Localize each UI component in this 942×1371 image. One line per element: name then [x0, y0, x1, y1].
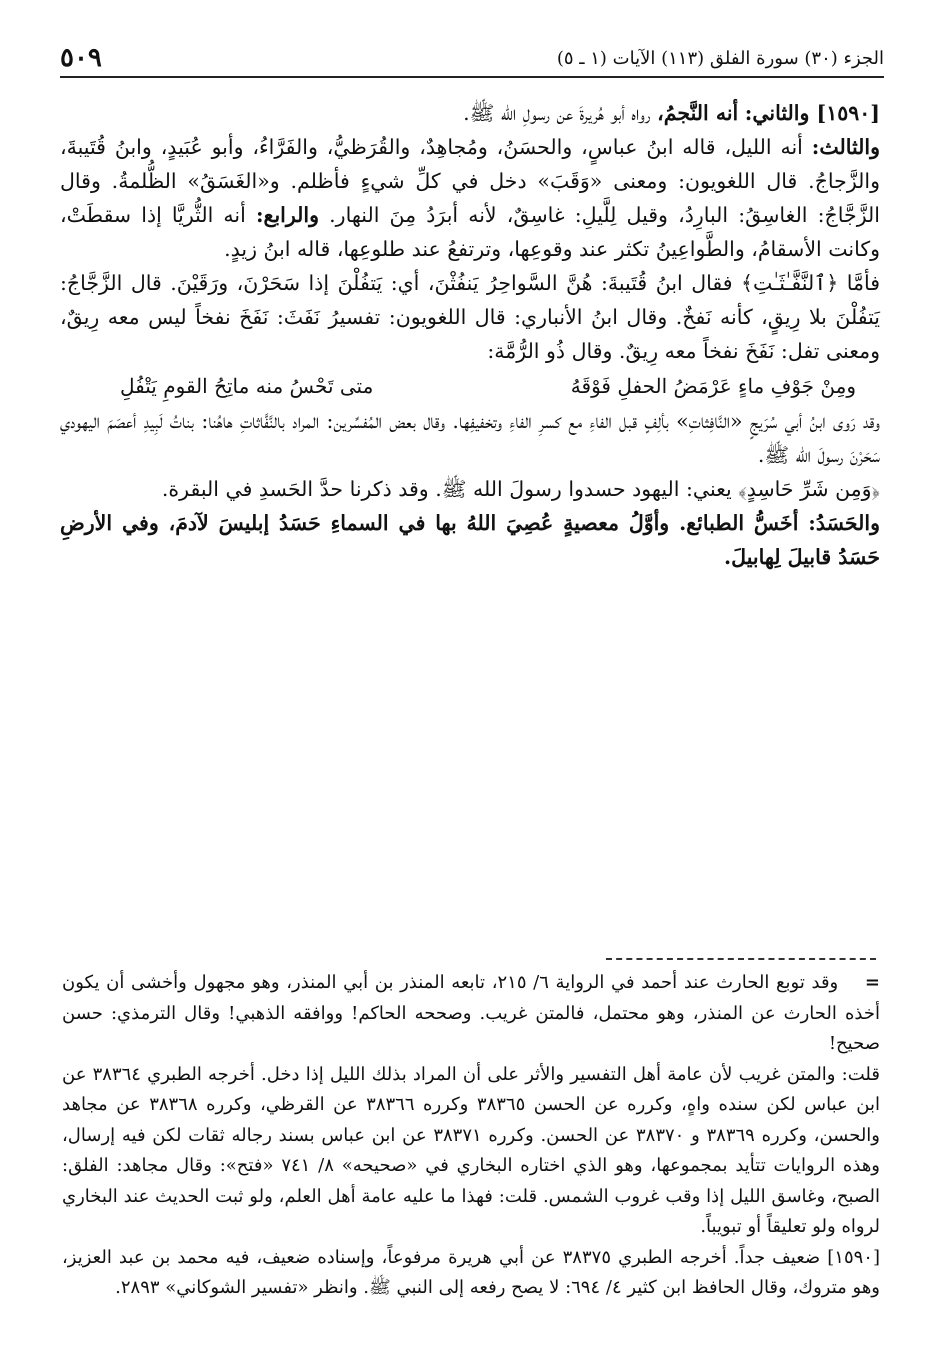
paragraph-hasad — [60, 506, 880, 574]
continuation-mark: = — [864, 972, 880, 993]
footnote-1590 — [62, 1243, 880, 1304]
paragraph-text: أنه الليل، قاله ابنُ عباسٍ، والحسَنُ، ومُجاهِدٌ، والقُرَظيُّ، والفَرَّاءُ، وأبو عُبَيدٍ، وابنُ قُتَيبةَ، والزَّجاجُ. قال اللغويون: ومعنى «وَقَبَ» دخل في كلِّ شيءٍ فأظلم. و«الغَسَقُ» الظُّلمةُ. وقال الزَّجَّاجُ: الغاسِقُ: البارِدُ، وقيل لِلَّيلِ: غاسِقٌ، لأنه أبرَدُ مِنَ النهار. — [60, 135, 880, 227]
main-text — [60, 96, 880, 574]
poetry-verse — [60, 368, 880, 404]
paragraph-text: فأمَّا ﴿ٱلنَّفَّـٰثَـٰتِ﴾ فقال ابنُ قُتَيبةَ: هُنَّ السَّواحِرُ يَنفُثْنَ، أي: يَتفُلْنَ إذا سَحَرْنَ، ورَقَيْنَ. قال الزَّجَّاجُ: يَتفُلْنَ بلا رِيقٍ، كأنه نَفخٌ. وقال ابنُ الأنباري: قال اللغويون: تفسيرُ نَفَثَ: نَفَخَ نفخاً ليس معه رِيقٌ، ومعنى تفل: نَفَخَ نفخاً معه رِيقٌ. وقال ذُو الرُّمَّة: — [60, 271, 880, 363]
opinion-label-fourth: والرابع: — [255, 203, 320, 227]
paragraph-second-opinion — [60, 96, 880, 130]
paragraph-text: والحَسَدُ: أخَسُّ الطبائع. وأوَّلُ معصيةٍ عُصِيَ اللهُ بها في السماءِ حَسَدُ إبليسَ لآدمَ، وفي الأرضِ حَسَدُ قابيلَ لِهابيلَ. — [60, 511, 880, 569]
paragraph-naffathat — [60, 266, 880, 368]
verse-first-hemistich: ومِنْ جَوْفِ ماءٍ عَرْمَضُ الحفلِ فَوْقَهُ — [570, 374, 856, 398]
paragraph-text: رواه أبو هُريرةَ عن رسولِ الله ﷺ. — [463, 101, 651, 125]
running-head: الجزء (٣٠) سورة الفلق (١١٣) الآيات (١ ـ ٥) — [556, 47, 884, 69]
paragraph-text: ﴿وَمِن شَرِّ حَاسِدٍ﴾ يعني: اليهود حسدوا رسولَ الله ﷺ. وقد ذكرنا حدَّ الحَسدِ في البقرة. — [161, 477, 880, 501]
footnote-text: [١٥٩٠] ضعيف جداً. أخرجه الطبري ٣٨٣٧٥ عن أبي هريرة مرفوعاً، وإسناده ضعيف، فيه محمد بن عبد العزيز، وهو متروك، وقال الحافظ ابن كثير ٤/ ٦٩٤: لا يصح رفعه إلى النبي ﷺ. وانظر «تفسير الشوكاني» ٢٨٩٣. — [62, 1246, 880, 1298]
paragraph-hasid — [60, 472, 880, 506]
footnote-text: وقد توبع الحارث عند أحمد في الرواية ٦/ ٢١٥، تابعه المنذر بن أبي المنذر، وهو مجهول وأخشى أن يكون أخذه الحارث عن المنذر، وهو محتمل، فالمتن غريب. وصححه الحاكم! ووافقه الذهبي! وقال الترمذي: حسن صحيح! — [62, 972, 880, 1054]
paragraph-third-opinion — [60, 130, 880, 266]
paragraph-text: أنه الثُّريَّا إذا سقطَتْ، وكانت الأسقامُ، والطَّواعِينُ تكثر عند وقوعِها، وترتفعُ عند طلوعِها، قاله ابنُ زيدٍ. — [60, 203, 880, 261]
page-header — [60, 40, 884, 78]
footnote-text: قلت: والمتن غريب لأن عامة أهل التفسير والأثر على أن المراد بذلك الليل إذا دخل. أخرجه الطبري ٣٨٣٦٤ عن ابن عباس لكن سنده واهٍ، وكرره عن الحسن ٣٨٣٦٥ وكرره ٣٨٣٦٦ عن القرظي، وكرره ٣٨٣٦٨ عن مجاهد والحسن، وكرره ٣٨٣٦٩ و ٣٨٣٧٠ عن الحسن. وكرره ٣٨٣٧١ عن ابن عباس بسند رجاله ثقات لكن فيه إرسال، وهذه الروايات تتأيد بمجموعها، وهو الذي اختاره البخاري في «صحيحه» ٨/ ٧٤١ «فتح»: وقال مجاهد: الفلق: الصبح، وغاسق الليل إذا وقب غروب الشمس. قلت: فهذا ما عليه عامة أهل العلم، ولو ثبت الحديث عند البخاري لرواه ولو تعليقاً أو تبويباً. — [62, 1063, 881, 1237]
page-number: ٥٠٩ — [60, 43, 102, 73]
opinion-label-third: والثالث: — [811, 135, 880, 159]
footnotes — [62, 968, 880, 1304]
footnote-note — [62, 1060, 880, 1243]
opinion-label-second: [١٥٩٠] والثاني: — [744, 101, 880, 125]
verse-second-hemistich: متى تَحْسُ منه ماتِحُ القومِ يَتْفُلِ — [120, 374, 374, 398]
paragraph-reading-variant — [60, 404, 880, 472]
paragraph-text: وقد رَوى ابنُ أبي سُرَيجٍ «النَّافِثاتِ» بألِفٍ قبل الفاءِ مع كسرِ الفاءِ وتخفيفِها. وقال بعض المُفسِّرين: المراد بالنَّفَّاثاتِ هاهُنا: بناتُ لَبِيدِ أعصَمَ اليهودي سَحَرْنَ رسولَ الله ﷺ. — [60, 409, 880, 467]
opinion-title: أنه النَّجمُ، — [657, 101, 739, 125]
footnote-separator — [606, 958, 876, 960]
footnote-continued — [62, 968, 880, 1060]
